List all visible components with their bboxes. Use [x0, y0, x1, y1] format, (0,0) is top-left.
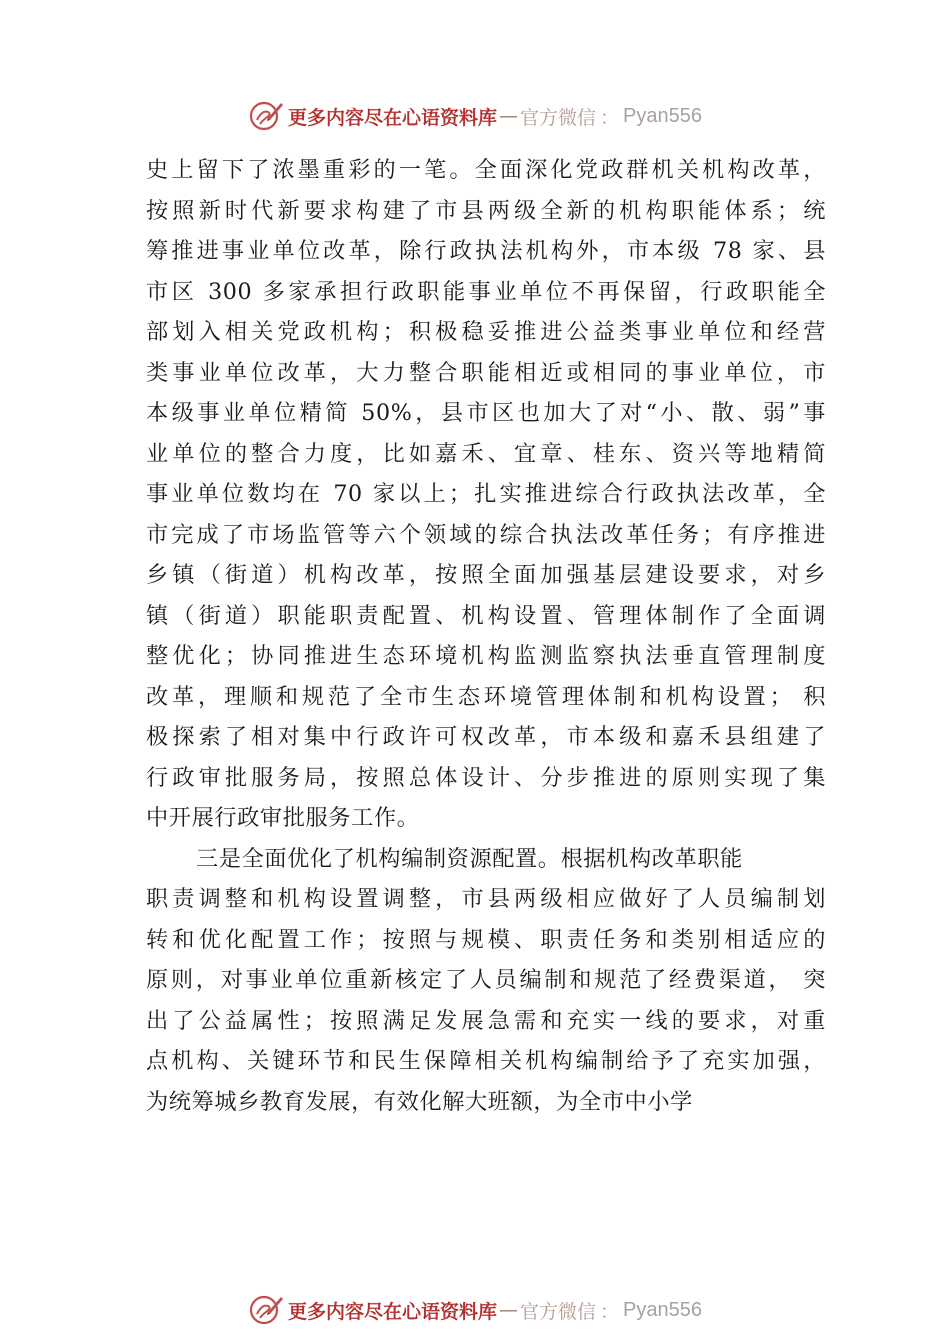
header-official-label: 官方微信 [520, 106, 597, 129]
body-line: 改革，理顺和规范了全市生态环境管理体制和机构设置； 积 [146, 683, 826, 710]
footer-dash: — [499, 1299, 518, 1321]
paragraph-start-line: 三是全面优化了机构编制资源配置。根据机构改革职能 [196, 845, 743, 872]
header-banner [0, 96, 950, 136]
body-line: 中开展行政审批服务工作。 [146, 805, 420, 831]
body-line: 行政审批服务局，按照总体设计、分步推进的原则实现了集 [146, 764, 826, 791]
body-line: 出了公益属性；按照满足发展急需和充实一线的要求，对重 [146, 1007, 826, 1034]
document-body [146, 150, 826, 1122]
body-line: 类事业单位改革，大力整合职能相近或相同的事业单位，市 [146, 359, 826, 386]
body-line: 职责调整和机构设置调整，市县两级相应做好了人员编制划 [146, 886, 826, 912]
body-line: 乡镇（街道）机构改革，按照全面加强基层建设要求，对乡 [146, 562, 826, 588]
footer-separator: ： [600, 1300, 620, 1323]
body-line: 原则，对事业单位重新核定了人员编制和规范了经费渠道， 突 [146, 967, 826, 993]
body-line: 按照新时代新要求构建了市县两级全新的机构职能体系；统 [146, 197, 826, 224]
body-line: 市区 300 多家承担行政职能事业单位不再保留，行政职能全 [146, 278, 826, 305]
footer-banner [0, 1290, 950, 1330]
footer-official-label: 官方微信 [520, 1300, 597, 1323]
header-separator: ： [600, 106, 620, 129]
footer-brand-text: 更多内容尽在心语资料库 [287, 1300, 497, 1323]
body-line: 点机构、关键环节和民生保障相关机构编制给予了充实加强， [146, 1048, 826, 1074]
pen-logo-icon [248, 1292, 284, 1328]
body-line: 镇（街道）职能职责配置、机构设置、管理体制作了全面调 [146, 602, 826, 629]
body-line: 部划入相关党政机构；积极稳妥推进公益类事业单位和经营 [146, 319, 826, 345]
body-line: 筹推进事业单位改革，除行政执法机构外，市本级 78 家、县 [146, 238, 826, 264]
header-dash: — [499, 105, 518, 127]
footer-wechat-id: Pyan556 [623, 1298, 702, 1321]
header-wechat-id: Pyan556 [623, 104, 702, 127]
header-brand-text: 更多内容尽在心语资料库 [287, 106, 497, 129]
pen-logo-icon [248, 98, 284, 134]
body-line: 极探索了相对集中行政许可权改革，市本级和嘉禾县组建了 [146, 724, 826, 750]
body-line: 市完成了市场监管等六个领域的综合执法改革任务；有序推进 [146, 521, 826, 548]
body-line: 整优化；协同推进生态环境机构监测监察执法垂直管理制度 [146, 643, 826, 669]
body-line: 史上留下了浓墨重彩的一笔。全面深化党政群机关机构改革， [146, 157, 826, 183]
body-line: 转和优化配置工作；按照与规模、职责任务和类别相适应的 [146, 926, 826, 953]
body-line: 本级事业单位精简 50%，县市区也加大了对“小、散、弱”事 [146, 400, 826, 426]
body-line: 业单位的整合力度，比如嘉禾、宜章、桂东、资兴等地精简 [146, 440, 826, 467]
body-line: 事业单位数均在 70 家以上；扎实推进综合行政执法改革，全 [146, 481, 826, 507]
body-line: 为统筹城乡教育发展，有效化解大班额，为全市中小学 [146, 1088, 693, 1115]
